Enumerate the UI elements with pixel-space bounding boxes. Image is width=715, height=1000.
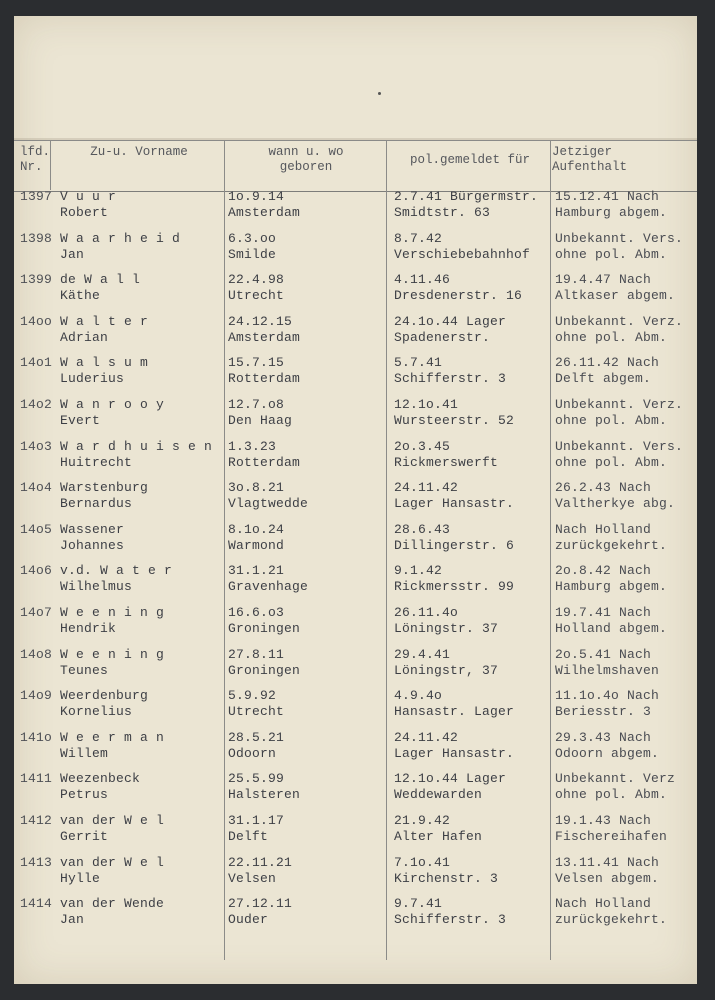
register-row [14,439,697,481]
entry-number-nr: 14o3 [20,438,53,454]
entry-number-nr: 14o6 [20,563,53,579]
entry-registration-pol1: 7.1o.41 [394,854,451,870]
entry-birth-date: 22.11.21 [228,854,293,870]
entry-name [60,855,164,887]
register-row [14,688,697,730]
entry-registration [394,272,522,304]
entry-whereabouts-auf2: Odoorn abgem. [555,745,660,761]
entry-whereabouts-auf2: ohne pol. Abm. [555,413,668,428]
entry-birth [228,480,308,512]
entry-number-nr: 141o [20,729,53,745]
entry-registration-pol2: Löningstr. 37 [394,621,499,636]
entry-name-given: Huitrecht [60,454,133,470]
entry-birth [228,896,292,928]
entry-name-given: Jan [60,912,85,928]
entry-registration [394,647,498,679]
entry-number [20,189,52,205]
entry-name [60,605,164,637]
entry-birth-place: Rotterdam [228,454,301,470]
entry-registration-pol2: Kirchenstr. 3 [394,870,499,886]
entry-whereabouts-auf1: Nach Holland [555,896,652,912]
entry-registration-pol1: 5.7.41 [394,355,443,371]
entry-registration-pol1: 4.9.4o [394,688,443,704]
entry-birth-place: Smilde [228,246,277,262]
entry-whereabouts-auf2: ohne pol. Abm. [555,787,668,803]
entry-number [20,605,52,621]
entry-number-nr: 1411 [20,771,53,787]
entry-birth-place: Ouder [228,912,269,928]
entry-birth-place: Rotterdam [228,371,301,387]
entry-number [20,480,52,496]
entry-birth-place: Utrecht [228,704,285,720]
entry-registration [394,813,482,845]
register-row [14,605,697,647]
entry-birth [228,771,300,803]
entry-birth [228,855,292,887]
entry-registration-pol1: 24.1o.44 Lager [394,313,507,329]
entry-name-given: Hylle [60,870,101,886]
entry-birth-date: 3o.8.21 [228,480,285,496]
entry-registration-pol1: 26.11.4o [394,605,459,620]
entry-registration-pol1: 29.4.41 [394,646,451,662]
header-aufenthalt: Jetziger Aufenthalt [552,145,628,174]
entry-whereabouts-auf1: Nach Holland [555,521,652,537]
entry-birth-date: 28.5.21 [228,729,285,745]
register-row [14,189,697,231]
entry-registration-pol2: Wursteerstr. 52 [394,413,515,428]
entry-birth [228,189,300,221]
entry-name-surname: de W a l l [60,272,141,288]
entry-registration-pol1: 9.1.42 [394,563,443,579]
entry-birth-date: 22.4.98 [228,272,285,288]
header-pol: pol.gemeldet für [409,153,531,167]
entry-whereabouts-auf1: 26.11.42 Nach [555,355,660,371]
entry-whereabouts [555,563,667,595]
entry-whereabouts-auf1: 19.7.41 Nach [555,605,652,620]
entry-registration-pol2: Schifferstr. 3 [394,371,507,387]
entry-birth [228,231,276,263]
entry-name [60,439,212,471]
entry-birth-date: 31.1.21 [228,563,285,579]
entry-whereabouts-auf1: 2o.5.41 Nach [555,646,652,662]
entry-name-surname: Wassener [60,521,125,537]
register-row [14,397,697,439]
entry-registration-pol2: Smidtstr. 63 [394,205,491,220]
entry-number-nr: 14o5 [20,521,53,537]
entry-number [20,896,52,912]
entry-name-surname: W e e n i n g [60,605,165,620]
entry-number [20,231,52,247]
entry-whereabouts-auf1: 11.1o.4o Nach [555,688,660,704]
register-row [14,522,697,564]
entry-number [20,314,52,330]
entry-whereabouts-auf1: 19.4.47 Nach [555,272,652,288]
header-born: wann u. wo geboren [268,145,344,174]
entry-registration-pol1: 4.11.46 [394,272,451,288]
entry-registration-pol2: Weddewarden [394,787,483,803]
entry-registration [394,563,514,595]
entry-birth [228,397,292,429]
entry-whereabouts [555,605,667,637]
entry-registration-pol2: Verschiebebahnhof [394,246,531,262]
entry-whereabouts-auf2: Velsen abgem. [555,870,660,886]
entry-birth-date: 27.12.11 [228,896,293,912]
entry-birth-date: 1o.9.14 [228,189,285,204]
entry-whereabouts [555,771,675,803]
entry-birth-place: Delft [228,829,269,844]
entry-number [20,771,52,787]
entry-name [60,771,140,803]
entry-whereabouts-auf1: 26.2.43 Nach [555,480,652,496]
entry-whereabouts-auf2: Valtherkye abg. [555,496,676,512]
entry-registration-pol1: 2o.3.45 [394,438,451,454]
entry-birth-date: 5.9.92 [228,688,277,704]
entry-name [60,730,164,762]
entry-registration-pol1: 21.9.42 [394,813,451,828]
entry-registration [394,730,514,762]
entry-number [20,397,52,413]
entry-name-given: Hendrik [60,621,117,636]
entry-birth [228,605,300,637]
entry-birth-date: 25.5.99 [228,771,285,787]
entry-registration [394,397,514,429]
entry-whereabouts [555,231,683,263]
entry-name [60,522,124,554]
column-divider [50,140,51,190]
entry-number [20,439,52,455]
register-row [14,896,697,938]
entry-birth [228,813,284,845]
entry-whereabouts-auf1: Unbekannt. Verz. [555,397,684,412]
entry-number-nr: 14o9 [20,688,53,704]
entry-number-nr: 1399 [20,272,53,288]
entry-name [60,480,148,512]
entry-registration-pol1: 8.7.42 [394,230,443,246]
entry-whereabouts-auf1: 29.3.43 Nach [555,729,652,745]
entry-registration [394,688,514,720]
register-row [14,355,697,397]
entry-name-surname: van der W e l [60,813,165,828]
entry-name-surname: W a r d h u i s e n [60,438,213,454]
entry-whereabouts [555,314,683,346]
entry-registration-pol2: Schifferstr. 3 [394,912,507,928]
entry-registration-pol2: Dillingerstr. 6 [394,537,515,553]
entry-name [60,688,148,720]
entry-name-surname: W a l t e r [60,313,149,329]
entry-birth-place: Den Haag [228,413,293,428]
entry-birth [228,730,284,762]
entry-registration-pol2: Rickmerswerft [394,454,499,470]
entry-name [60,355,148,387]
entry-name-given: Evert [60,413,101,428]
entry-birth-place: Groningen [228,621,301,636]
entry-name-surname: W e e r m a n [60,729,165,745]
entry-registration [394,189,538,221]
entry-registration-pol2: Lager Hansastr. [394,745,515,761]
entry-whereabouts [555,688,659,720]
entry-number [20,688,52,704]
entry-number-nr: 14o2 [20,397,53,412]
entry-name [60,813,164,845]
entry-birth-place: Amsterdam [228,329,301,345]
register-row [14,855,697,897]
entry-whereabouts-auf1: 19.1.43 Nach [555,813,652,828]
entry-number-nr: 14o7 [20,605,53,620]
entry-birth-date: 15.7.15 [228,355,285,371]
entry-name-surname: Weezenbeck [60,771,141,787]
entry-birth-date: 6.3.oo [228,230,277,246]
entry-birth [228,563,308,595]
entry-name-given: Käthe [60,288,101,304]
entry-birth-place: Groningen [228,662,301,678]
entry-name-given: Wilhelmus [60,579,133,595]
entry-number-nr: 1397 [20,189,53,204]
entry-number [20,647,52,663]
entry-registration [394,314,506,346]
entry-birth-place: Amsterdam [228,205,301,220]
entry-whereabouts-auf2: ohne pol. Abm. [555,246,668,262]
entry-name-surname: V u u r [60,189,117,204]
register-row [14,480,697,522]
register-row [14,771,697,813]
entry-birth-date: 12.7.o8 [228,397,285,412]
entry-whereabouts-auf2: Hamburg abgem. [555,205,668,220]
entry-name-given: Bernardus [60,496,133,512]
entry-number-nr: 14o8 [20,646,53,662]
entry-registration [394,771,506,803]
entry-registration [394,855,498,887]
entry-name [60,647,164,679]
entry-name-surname: W a a r h e i d [60,230,181,246]
entry-name-given: Gerrit [60,829,109,844]
entry-name-surname: W e e n i n g [60,646,165,662]
entry-name [60,189,116,221]
entry-birth-place: Odoorn [228,745,277,761]
entry-birth-date: 1.3.23 [228,438,277,454]
entry-whereabouts [555,272,675,304]
entry-registration-pol1: 28.6.43 [394,521,451,537]
entry-whereabouts-auf1: 13.11.41 Nach [555,854,660,870]
entry-name [60,397,164,429]
entry-birth-date: 27.8.11 [228,646,285,662]
entry-whereabouts [555,855,659,887]
entry-birth [228,439,300,471]
entry-number-nr: 14oo [20,313,53,329]
entry-number-nr: 1413 [20,854,53,870]
entry-birth [228,647,300,679]
entry-whereabouts-auf2: zurückgekehrt. [555,912,668,928]
entry-whereabouts [555,896,667,928]
entry-whereabouts-auf1: Unbekannt. Verz [555,771,676,787]
entry-whereabouts [555,522,667,554]
entry-number [20,730,52,746]
entry-number [20,563,52,579]
entry-birth-place: Utrecht [228,288,285,304]
entry-name-surname: W a l s u m [60,355,149,371]
entry-whereabouts [555,647,659,679]
table-header [14,140,697,192]
entry-name [60,563,172,595]
entry-number [20,355,52,371]
entry-name-given: Adrian [60,329,109,345]
entry-name-surname: Weerdenburg [60,688,149,704]
entry-birth-date: 8.1o.24 [228,521,285,537]
document-page [14,16,697,984]
entry-registration [394,355,506,387]
entry-birth [228,272,284,304]
entry-name-given: Luderius [60,371,125,387]
entry-registration-pol2: Löningstr, 37 [394,662,499,678]
entry-birth [228,355,300,387]
entry-whereabouts [555,730,659,762]
entry-name-surname: v.d. W a t e r [60,563,173,579]
entry-registration-pol1: 24.11.42 [394,729,459,745]
register-row [14,272,697,314]
register-row [14,647,697,689]
header-name: Zu-u. Vorname [90,145,188,159]
entry-whereabouts-auf1: 15.12.41 Nach [555,189,660,204]
entry-name [60,231,180,263]
entry-name [60,896,164,928]
entry-registration-pol1: 12.1o.44 Lager [394,771,507,787]
entry-birth-date: 24.12.15 [228,313,293,329]
register-row [14,314,697,356]
entry-number [20,522,52,538]
register-row [14,231,697,273]
entry-name-given: Teunes [60,662,109,678]
entry-registration-pol1: 12.1o.41 [394,397,459,412]
entry-name-surname: van der W e l [60,854,165,870]
entry-name-surname: van der Wende [60,896,165,912]
entry-whereabouts [555,355,659,387]
entry-whereabouts [555,480,675,512]
entry-registration [394,896,506,928]
entry-whereabouts-auf2: Hamburg abgem. [555,579,668,595]
ink-dot [378,92,381,95]
entry-whereabouts-auf1: Unbekannt. Verz. [555,313,684,329]
entry-registration-pol2: Alter Hafen [394,829,483,844]
entry-registration [394,439,498,471]
entry-name-surname: W a n r o o y [60,397,165,412]
entry-birth [228,314,300,346]
entry-number-nr: 1398 [20,230,53,246]
entry-name-given: Petrus [60,787,109,803]
entry-birth-date: 16.6.o3 [228,605,285,620]
entry-whereabouts-auf2: Holland abgem. [555,621,668,636]
entry-registration-pol1: 2.7.41 Bürgermstr. [394,189,539,204]
entry-whereabouts [555,439,683,471]
entry-registration-pol1: 9.7.41 [394,896,443,912]
entry-birth [228,522,284,554]
entry-registration [394,480,514,512]
entry-whereabouts-auf1: Unbekannt. Vers. [555,230,684,246]
entry-whereabouts-auf2: Altkaser abgem. [555,288,676,304]
entry-birth-place: Warmond [228,537,285,553]
entry-name [60,272,140,304]
entry-registration-pol1: 24.11.42 [394,480,459,496]
entry-birth-place: Gravenhage [228,579,309,595]
entry-whereabouts [555,189,667,221]
entry-number-nr: 1412 [20,813,53,828]
entry-registration [394,522,514,554]
entry-name-surname: Warstenburg [60,480,149,496]
entry-whereabouts-auf2: ohne pol. Abm. [555,454,668,470]
register-row [14,563,697,605]
entry-number [20,272,52,288]
entry-whereabouts-auf2: Wilhelmshaven [555,662,660,678]
entry-name-given: Johannes [60,537,125,553]
entry-whereabouts-auf2: Delft abgem. [555,371,652,387]
entry-whereabouts-auf1: 2o.8.42 Nach [555,563,652,579]
entry-number-nr: 14o4 [20,480,53,496]
entry-name [60,314,148,346]
register-row [14,813,697,855]
entry-registration-pol2: Dresdenerstr. 16 [394,288,523,304]
register-row [14,730,697,772]
entry-number [20,855,52,871]
entry-birth-date: 31.1.17 [228,813,285,828]
entry-whereabouts-auf2: ohne pol. Abm. [555,329,668,345]
entry-registration-pol2: Rickmersstr. 99 [394,579,515,595]
entry-name-given: Jan [60,246,85,262]
entry-birth-place: Vlagtwedde [228,496,309,512]
entry-registration [394,605,498,637]
entry-whereabouts-auf2: zurückgekehrt. [555,537,668,553]
entry-number [20,813,52,829]
entry-name-given: Kornelius [60,704,133,720]
entry-registration-pol2: Lager Hansastr. [394,496,515,512]
entry-whereabouts-auf1: Unbekannt. Vers. [555,438,684,454]
entry-whereabouts [555,397,683,429]
entry-name-given: Willem [60,745,109,761]
entry-whereabouts-auf2: Fischereihafen [555,829,668,844]
entry-birth-place: Halsteren [228,787,301,803]
entry-registration [394,231,530,263]
entry-number-nr: 1414 [20,896,53,912]
entry-birth [228,688,284,720]
entry-registration-pol2: Hansastr. Lager [394,704,515,720]
entry-whereabouts [555,813,667,845]
entry-registration-pol2: Spadenerstr. [394,329,491,345]
entry-number-nr: 14o1 [20,355,53,371]
entry-birth-place: Velsen [228,870,277,886]
entry-name-given: Robert [60,205,109,220]
header-nr: lfd. Nr. [20,145,51,174]
entry-whereabouts-auf2: Beriesstr. 3 [555,704,652,720]
